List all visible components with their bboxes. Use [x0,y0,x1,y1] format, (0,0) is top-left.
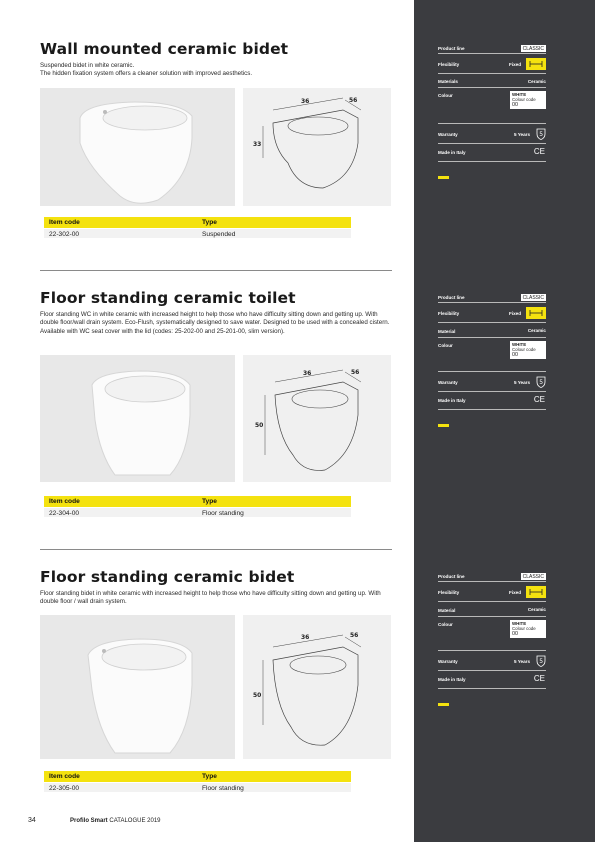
item-type: Floor standing [202,510,244,517]
desc-line: Floor standing WC in white ceramic with increased height to help those who have difficulty sitting down and getting up. With double floor/wall drain system. Eco-Flush, systematically designed to save water. Designed to be used with a concealed cistern. [40,311,390,327]
item-type: Floor standing [202,785,244,792]
dim-width: 36 [301,634,310,641]
colour-code: 00 [512,101,518,108]
table-row [44,782,351,792]
spec-value: 5 Years [513,659,530,664]
spec-panel [438,572,546,689]
table-header [44,771,351,782]
technical-drawing [243,355,391,482]
spec-label: Made in Italy [438,677,466,682]
spec-value: Ceramic [527,79,546,84]
header-item-code: Item code [49,498,80,505]
item-type: Suspended [202,231,236,238]
colour-name: WHITE [512,621,527,626]
spec-flexibility [438,54,546,74]
spec-label: Materials [438,79,458,84]
spec-value: Fixed [509,62,521,67]
spec-origin [438,671,546,689]
spec-label: Warranty [438,132,458,137]
spec-warranty [438,124,546,144]
spec-value: Ceramic [527,328,546,333]
header-type: Type [202,498,217,505]
colour-code: 00 [512,630,518,637]
spec-label: Product line [438,46,465,51]
product-title: Floor standing ceramic bidet [40,568,295,586]
item-code-table [44,496,351,517]
spec-label: Made in Italy [438,398,466,403]
spec-panel [438,44,546,162]
header-type: Type [202,773,217,780]
product-description [40,311,392,336]
spec-flexibility [438,303,546,323]
spec-label: Flexibility [438,590,460,595]
footer-catalogue-label: CATALOGUE 2019 [109,818,161,824]
technical-drawing [243,88,391,206]
colour-code: 00 [512,351,518,358]
footer-brand: Profilo Smart [70,818,108,824]
dim-height: 50 [255,422,264,429]
colour-swatch [510,341,546,359]
spec-value: CLASSIC [522,45,544,52]
colour-code-label: Colour code [512,347,536,353]
product-title: Wall mounted ceramic bidet [40,40,289,58]
section-divider [40,270,392,271]
spec-colour [438,617,546,651]
footer-catalogue [70,818,161,824]
flexibility-arrows-icon [526,586,546,598]
dim-height: 50 [253,692,262,699]
flexibility-arrows-icon [526,307,546,319]
spec-value: Fixed [509,590,521,595]
item-code: 22-302-00 [49,231,80,238]
desc-line: Available with WC seat cover with the lid (codes: 25-202-00 and 25-201-00, slim version). [40,327,285,335]
dim-width: 36 [301,98,310,105]
header-type: Type [202,219,217,226]
colour-name: WHITE [512,342,527,347]
table-row [44,228,351,238]
spec-origin [438,392,546,410]
warranty-badge-number: 5 [539,658,544,665]
desc-line: The hidden fixation system offers a cleaner solution with improved aesthetics. [40,70,253,78]
spec-warranty [438,372,546,392]
ce-mark-icon: CE [533,147,545,156]
product-floor-bidet [40,568,392,607]
spec-flexibility [438,582,546,602]
ce-mark-icon: CE [533,395,545,404]
spec-value: Fixed [509,311,521,316]
flexibility-arrows-icon [526,58,546,70]
spec-value: Ceramic [527,607,546,612]
warranty-shield-icon [536,376,546,388]
item-code: 22-304-00 [49,510,80,517]
dim-depth: 56 [350,632,359,639]
spec-colour [438,88,546,124]
product-title: Floor standing ceramic toilet [40,289,296,307]
spec-product-line [438,572,546,582]
warranty-shield-icon [536,128,546,140]
dim-depth: 56 [349,97,358,104]
desc-line: Suspended bidet in white ceramic. [40,62,135,69]
product-floor-toilet [40,289,392,336]
bidet-photo-illustration [40,88,235,206]
spec-product-line [438,44,546,54]
spec-label: Product line [438,574,465,579]
header-item-code: Item code [49,773,80,780]
spec-value: 5 Years [513,132,530,137]
product-wall-bidet [40,40,392,79]
dim-width: 36 [303,370,312,377]
table-row [44,507,351,517]
item-code: 22-305-00 [49,785,80,792]
header-item-code: Item code [49,219,80,226]
spec-value: CLASSIC [522,573,544,580]
toilet-drawing [243,355,391,482]
warranty-badge-number: 5 [539,379,544,386]
spec-origin [438,144,546,162]
colour-code-label: Colour code [512,97,536,103]
bidet-drawing [243,88,391,206]
spec-label: Warranty [438,380,458,385]
spec-label: Material [438,329,456,334]
accent-dash [438,703,449,706]
spec-label: Colour [438,93,453,98]
dim-height: 33 [253,141,262,148]
spec-label: Colour [438,343,453,348]
ce-mark-icon: CE [533,674,545,683]
toilet-photo-illustration [40,355,235,482]
technical-drawing [243,615,391,759]
page-number: 34 [28,817,36,824]
product-description [40,62,392,79]
item-code-table [44,771,351,792]
spec-label: Material [438,608,456,613]
bidet-drawing [243,615,391,759]
spec-label: Made in Italy [438,150,466,155]
product-description: Floor standing bidet in white ceramic with increased height to help those who have difficulty sitting down and getting up. With double floor / wall drain system. [40,590,381,606]
spec-label: Product line [438,295,465,300]
item-code-table [44,217,351,238]
spec-colour [438,338,546,372]
accent-dash [438,424,449,427]
table-header [44,217,351,228]
spec-product-line [438,293,546,303]
spec-warranty [438,651,546,671]
spec-panel [438,293,546,410]
warranty-shield-icon [536,655,546,667]
colour-code-label: Colour code [512,626,536,632]
spec-value: CLASSIC [522,294,544,301]
colour-swatch [510,620,546,638]
product-photo [40,615,235,759]
product-photo [40,88,235,206]
colour-name: WHITE [512,92,527,97]
accent-dash [438,176,449,179]
spec-material [438,323,546,338]
warranty-badge-number: 5 [539,131,544,138]
bidet-photo-illustration [40,615,235,759]
spec-label: Flexibility [438,311,460,316]
spec-label: Colour [438,622,453,627]
spec-material [438,74,546,88]
spec-value: 5 Years [513,380,530,385]
table-header [44,496,351,507]
colour-swatch [510,91,546,109]
dim-depth: 56 [351,369,360,376]
spec-material [438,602,546,617]
section-divider [40,549,392,550]
product-photo [40,355,235,482]
spec-label: Warranty [438,659,458,664]
spec-label: Flexibility [438,62,460,67]
